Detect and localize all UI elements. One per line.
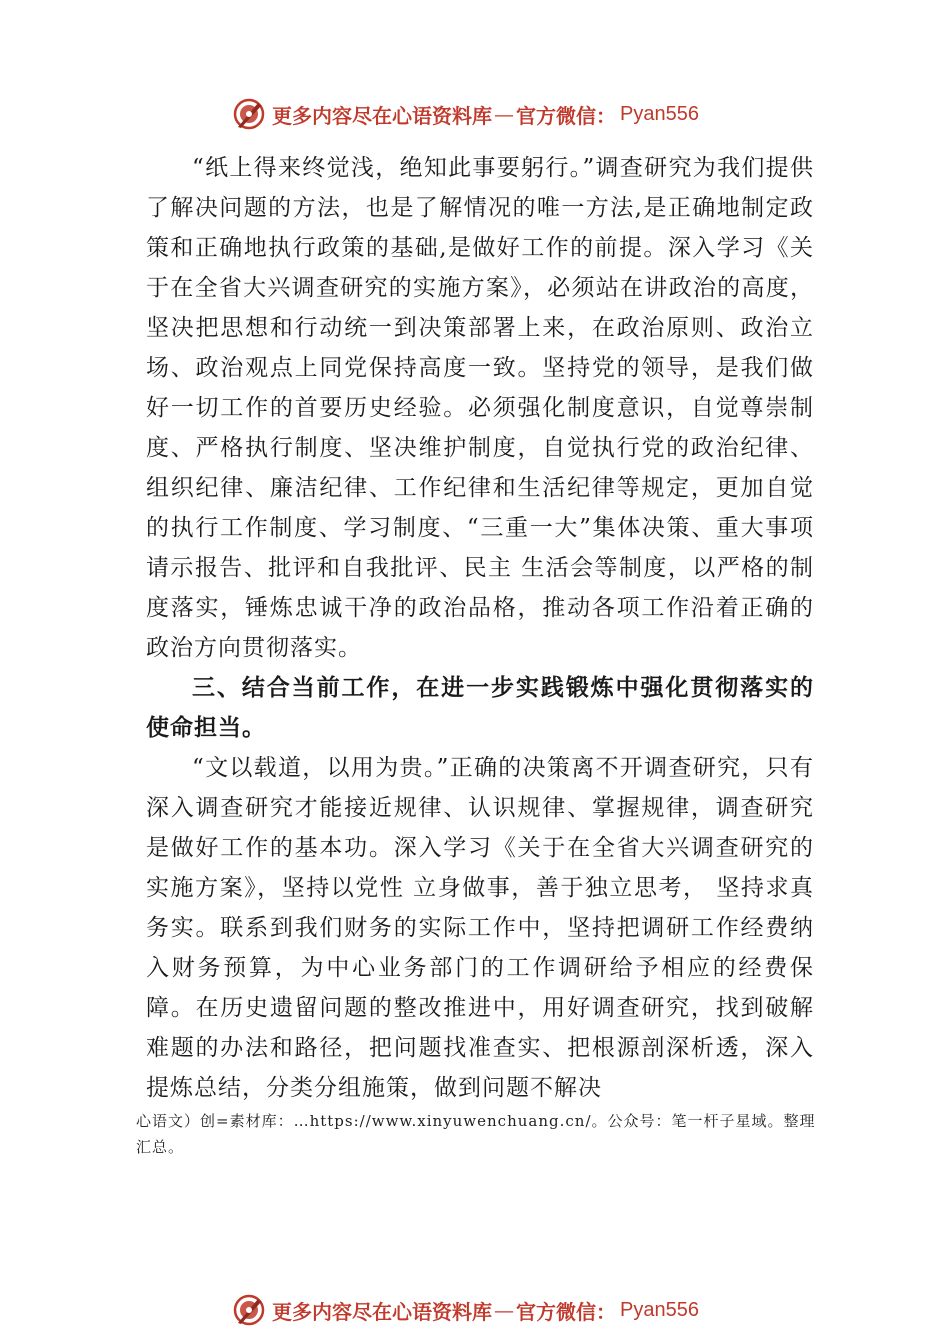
paragraph-1: “纸上得来终觉浅，绝知此事要躬行。”调查研究为我们提供了解决问题的方法，也是了解情况的唯一方法,是正确地制定政策和正确地执行政策的基础,是做好工作的前提。深入学习《关于在全省大兴调查研究的实施方案》，必须站在讲政治的高度，坚决把思想和行动统一到决策部署上来，在政治原则、政治立场、政治观点上同党保持高度一致。坚持党的领导，是我们做好一切工作的首要历史经验。必须强化制度意识，自觉尊崇制度、严格执行制度、坚决维护制度，自觉执行党的政治纪律、组织纪律、廉洁纪律、工作纪律和生活纪律等规定，更加自觉的执行工作制度、学习制度、“三重一大”集体决策、重大事项请示报告、批评和自我批评、民主 生活会等制度，以严格的制度落实，锤炼忠诚干净的政治品格，推动各项工作沿着正确的政治方向贯彻落实。 bbox=[146, 155, 814, 661]
footer-wechat-id: Pyan556 bbox=[620, 1298, 699, 1321]
paragraph-2: “文以载道，以用为贵。”正确的决策离不开调查研究，只有深入调查研究才能接近规律、认识规律、掌握规律，调查研究是做好工作的基本功。深入学习《关于在全省大兴调查研究的实施方案》，坚持以党性 立身做事，善于独立思考， 坚持求真务实。联系到我们财务的实际工作中，坚持把调研工作经费纳入财务预算，为中心业务部门的工作调研给予相应的经费保障。在历史遗留问题的整改推进中，用好调查研究，找到破解难题的办法和路径，把问题找准查实、把根源剖深析透，深入提炼总结，分类分组施策，做到问题不解决 bbox=[146, 755, 814, 1101]
document-body bbox=[146, 148, 814, 1108]
footer-title: 更多内容尽在心语资料库 bbox=[272, 1299, 492, 1324]
footer-wechat-label: 官方微信： bbox=[516, 1299, 616, 1324]
section-heading-3: 三、结合当前工作，在进一步实践锻炼中强化贯彻落实的使命担当。 bbox=[146, 675, 814, 741]
footer-separator: — bbox=[494, 1298, 514, 1322]
header-banner bbox=[232, 96, 752, 132]
header-separator: — bbox=[494, 102, 514, 126]
header-wechat-label: 官方微信： bbox=[516, 103, 616, 128]
header-title: 更多内容尽在心语资料库 bbox=[272, 103, 492, 128]
quill-seal-logo-icon bbox=[232, 1293, 266, 1327]
quill-seal-logo-icon bbox=[232, 97, 266, 131]
header-wechat-id: Pyan556 bbox=[620, 102, 699, 125]
footer-banner bbox=[232, 1292, 752, 1328]
footnote: 心语文）创=素材库：…https://www.xinyuwenchuang.cn/。公众号：笔一杆子星域。整理汇总。 bbox=[136, 1112, 816, 1156]
